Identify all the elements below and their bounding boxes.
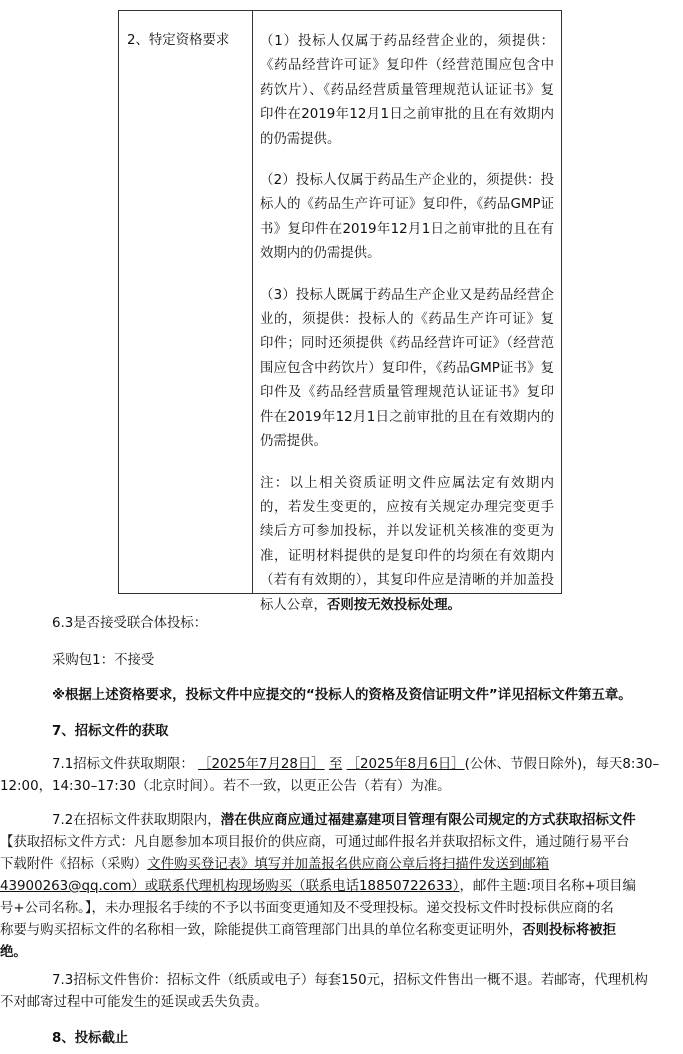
p72-line-6a: 称要与购买招标文件的名称相一致，除能提供工商管理部门出具的单位名称变更证明外， <box>0 923 523 938</box>
table-right-cell <box>260 30 554 618</box>
joint-bid-question: 6.3是否接受联合体投标： <box>52 616 208 631</box>
p72-line-3u: 文件购买登记表》填写并加盖报名供应商公章后将扫描件发送到邮箱 <box>147 857 550 872</box>
p72-line-6b: 否则投标将被拒 <box>522 923 616 938</box>
qualification-note: ※根据上述资格要求，投标文件中应提交的“投标人的资格及资信证明文件”详见招标文件第五章。 <box>52 688 632 703</box>
para-7-3 <box>0 970 660 1014</box>
table-left-label: 2、特定资格要求 <box>127 33 230 48</box>
p71-end-date: ［2025年8月6日］ <box>346 757 465 772</box>
requirement-note <box>260 472 554 618</box>
p72-line-7: 绝。 <box>0 945 27 960</box>
section-8-heading: 8、投标截止 <box>52 1031 129 1046</box>
note-text: 注：以上相关资质证明文件应属法定有效期内的，若发生变更的，应按有关规定办理完变更手续后方可参加投标，并以发证机关核准的变更为准，证明材料提供的是复印件的均须在有效期内（若有有效期的），其复印件应是清晰的并加盖投标人公章， <box>260 475 554 613</box>
p72-line-4u: 43900263@qq.com）或联系代理机构现场购买（联系电话18850722633） <box>0 879 460 894</box>
note-bold-text: 否则按无效投标处理。 <box>326 597 461 613</box>
p71-time-1: (公休、节假日除外)，每天8:30– <box>464 757 660 772</box>
p72-line-5: 号+公司名称。】，未办理报名手续的不予以书面变更通知及不受理投标。递交投标文件时投标供应商的名 <box>0 901 614 916</box>
p72-line-2: 【获取招标文件方式：凡自愿参加本项目报价的供应商，可通过邮件报名并获取招标文件，通过随行易平台 <box>0 835 630 850</box>
para-7-1 <box>0 754 660 798</box>
para-7-2 <box>0 810 660 964</box>
section-7-heading: 7、招标文件的获取 <box>52 724 169 739</box>
p71-to: 至 <box>328 757 343 772</box>
package-1-answer: 采购包1：不接受 <box>52 653 155 668</box>
p73-line-1: 7.3招标文件售价：招标文件（纸质或电子）每套150元，招标文件售出一概不退。若邮寄，代理机构 <box>52 973 648 988</box>
table-column-divider <box>252 11 253 593</box>
requirement-para-3: （3）投标人既属于药品生产企业又是药品经营企业的，须提供：投标人的《药品生产许可证》复印件；同时还须提供《药品经营许可证》（经营范围应包含中药饮片）复印件，《药品GMP证书》复印件及《药品经营质量管理规范认证证书》复印件在2019年12月1日之前审批的且在有效期内的仍需提供。 <box>260 287 554 450</box>
requirement-para-2: （2）投标人仅属于药品生产企业的，须提供：投标人的《药品生产许可证》复印件，《药品GMP证书》复印件在2019年12月1日之前审批的且在有效期内的仍需提供。 <box>260 173 554 262</box>
p72-line-4b: ，邮件主题:项目名称+项目编 <box>459 879 636 894</box>
p72-line-3a: 下载附件《招标（采购） <box>0 857 148 872</box>
p72-bold: 潜在供应商应通过福建嘉建项目管理有限公司规定的方式获取招标文件 <box>220 813 636 828</box>
requirement-para-1: （1）投标人仅属于药品经营企业的，须提供：《药品经营许可证》复印件（经营范围应包含中药饮片）、《药品经营质量管理规范认证证书》复印件在2019年12月1日之前审批的且在有效期内的仍需提供。 <box>260 34 554 147</box>
p73-line-2: 不对邮寄过程中可能发生的延误或丢失负责。 <box>0 995 268 1010</box>
p72-label: 7.2在招标文件获取期限内， <box>52 813 221 828</box>
p71-label: 7.1招标文件获取期限： <box>52 757 194 772</box>
qualification-table <box>118 10 562 613</box>
p71-start-date: ［2025年7月28日］ <box>198 757 325 772</box>
p71-time-2: 12:00，14:30–17:30（北京时间）。若不一致，以更正公告（若有）为准。 <box>0 779 451 794</box>
